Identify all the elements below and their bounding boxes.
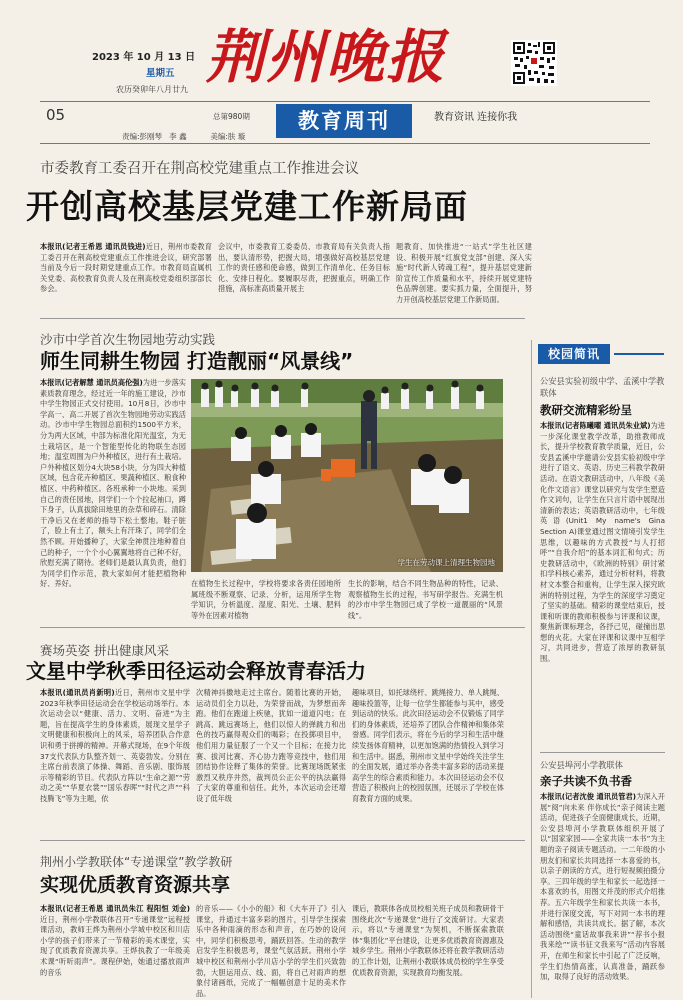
newspaper-logo: 荆州晚报 [206, 23, 447, 91]
article4-kicker: 荆州小学教联体“专递课堂”教学教研 [40, 855, 233, 869]
sidebar-item2-body [540, 792, 665, 998]
sidebar-item2-kicker: 公安县埠河小学教联体 [540, 760, 623, 770]
article1-col1 [40, 242, 212, 308]
article2-lead: 本报讯(记者解慧 通讯员高伦强) [40, 378, 143, 387]
article4-body1: 近日，荆州小学教联体召开“专递课堂”远程授课活动，教师王烨为荆州小学城中校区和川店小学的孩子们带来了一节精彩的美术课堂，实现了优质教育资源共享。王烨执教了一年级美术课“听听雨声”。课程伊始，她通过播放雨声的音乐 [40, 914, 190, 977]
sidebar-item2-text: 为深入开展“阅”向未来 伴你成长”亲子阅读主题活动，促进孩子全面健康成长，近期，公安县埠河小学教联体组织开展了以“国家家园——全家共读一本书”为主题的亲子阅读专题活动。一二年级的小朋友们和家长共同选择一本喜爱的书，以亲子朗读的方式，进行短视频拍摄分享。三四年级的学生和家长一起选择一本喜欢的书，用图文并茂的形式介绍推荐。五六年级学生和家长共读一本书，并进行深度交流，写下对同一本书的理解和感悟，共读共成长。据了解，本次活动围绕“童话故事我来讲”“荐书小报我来绘”“读书征文我来写”活动内容展开，在师生和家长中引起了广泛反响，学生们热情高涨，认真准备，踊跃参加，取得了良好的活动效果。 [540, 792, 665, 982]
sidebar-title: 校园简讯 [538, 344, 610, 364]
sidebar-item1-body [540, 421, 665, 744]
editor-credits: 责编:彭刚琴 李 鑫 美编:肤 璇 [122, 132, 246, 141]
sidebar-item1-headline: 教研交流精彩纷呈 [540, 403, 632, 417]
article1-col2: 会议中，市委教育工委委员、市教育局有关负责人指出，要认清形势，把握大局，增强做好高校基层党建工作的责任感和使命感，做到工作清单化、任务目标化、安排日程化。要履职尽责，把握重点，明确工作措施，高标准高质量开展主 [218, 242, 390, 294]
issue-number: 总第980期 [213, 112, 250, 121]
article3-body1: 近日，荆州市文星中学2023年秋季田径运动会在学校运动场举行。本次运动会以“健康、活力、文明、奋进”为主题，旨在提高学生的身体素质，展现文星学子文明健康和积极向上的风采，培养团队合作意识和勇于拼搏的精神。开幕式现场，在9个年级37支代表队方队整齐划一、英姿勃发。分别在主席台前表演了体操、舞蹈、音乐剧、服饰展示等精彩的节目。代表队方阵以“生命之源”“劳动之美”“华夏衣裳”“国乐春晖”“时代之声”“科技腾飞”等为主题，依 [40, 688, 190, 803]
article4-lead: 本报讯(记者王希恩 通讯员朱江 程阳恒 刘金) [40, 904, 190, 913]
article3-col1 [40, 688, 190, 826]
masthead-lunar: 农历癸卯年八月廿九 [116, 85, 188, 94]
article3-lead: 本报讯(通讯员肖新明) [40, 688, 115, 697]
article1-kicker: 市委教育工委召开在荆高校党建重点工作推进会议 [40, 161, 359, 177]
sidebar-item1-text: 为进一步深化课堂教学改革，助推教师成长，提升学校教育教学质量，近日，公安县孟溪中学邀请公安县实验初级中学进行了语文、英语、历史三科教学教研活动。在语文教研活动中，八年级《美化作文语言》课堂以研究与发学生塑造作文词句，让学生在只言片语中展现出清新的表达；英语教研活动中，七年级英语(Unit1 My name's Gina Section A)课堂通过图文情境引发学生思维，以趣味的方式教授“与人打招呼”“自我介绍”的基本词汇和句式；历史教研活动中，《欧洲的特别》研讨紧扣学科核心素养，通过分析材料，将教材文本整合和重构，让学生深入探究欧洲的特别过程，为学生的深度学习奠定了坚实的基础。精彩的课堂结束后，授课和听课的教师积极参与评课和议课，聚焦新课标理念，各抒己见，碰撞出思想的火花。大家在评课和议课中互相学习，共同进步，营造了浓厚的教研氛围。 [540, 421, 665, 664]
article4-headline: 实现优质教育资源共享 [40, 874, 231, 896]
article3-headline: 文星中学秋季田径运动会释放青春活力 [26, 659, 366, 683]
article2-kicker: 沙市中学首次生物园地劳动实践 [40, 332, 216, 347]
masthead-weekday: 星期五 [146, 68, 175, 79]
article2-col2: 在植物生长过程中，学校将要求各责任园地所属班级不断观察、记录、分析，运用所学生物学知识，分析温度、湿度、阳光、土壤、肥料等外在因素对植物 [191, 579, 341, 620]
article3-col2: 次精神抖擞地走过主席台。随着比赛的开始，运动员们全力以赴，为荣誉而战，为梦想而奔跑。他们在跑道上疾驰，犹如一道道闪电；在跳高、跳远赛场上，他们以惊人的弹跳力和出色的技巧赢得观众们的喝彩；在投掷项目中，他们用力量征服了一个又一个目标；在接力比赛、拔河比赛、齐心协力跑等竞技中，他们用团结协作诠释了集体的荣誉。比赛现场既紧张激烈又秩序井然，裁判员公正公平的执法赢得了大家的尊重和信任。此外，本次运动会还增设了低年级 [196, 688, 346, 803]
article4-col2: 的音乐——《小小的船》和《大车开了》引入课堂，并通过丰富多彩的图片，引导学生探索乐中各种雨滴的形态和声音，在巧妙的设问中，同学们积极思考，踊跃回答。生动的教学启发学生积极思考，课堂气氛活跃。荆州小学城中校区和荆州小学川店小学的学生们兴致勃勃，大胆运用点、线、面，将自己对雨声的想象付诸画纸，完成了一幅幅创意十足的美术作品。 [196, 904, 346, 998]
masthead-date: 2023 年 10 月 13 日 [92, 52, 196, 63]
sidebar-divider [531, 340, 532, 998]
photo-caption: 学生在劳动课上清理生物园地 [397, 558, 495, 567]
article1-headline: 开创高校基层党建工作新局面 [26, 187, 468, 226]
article2-body1: 为进一步落实素质教育理念，经过近一年的施工建设，沙市中学生物园正式交付使用。10月8日，沙市中学高一、高二开展了首次生物园地劳动实践活动。沙市中学生物园总面积约1500平方米，分为两大区域，中部为标准化阳光温室，为无土栽培区，是一个智能型传化的物联生态园地；温室周围为户外种植区，进行有土栽培。户外种植区划分4大块58小块，分为四大种植区域，包含花卉种植区、果蔬种植区、粮食种植区、中药种植区。各班承种一小块地。采到自己的责任园地，同学们一个个拉起袖口，蹲下身子，认真拔除田地里的杂草和碎石。清除干净后又在老师的指导下松土整地。鞋子脏了，脸上有土了，额头上有汗珠了，同学们全然不顾。开始播种了，大家全神贯注地种着自己的种子，一个个小心翼翼地将自己种不好，欣慰充满了期待。老师们是最认真负责，他们为同学们作示范，教大家如何才能把植物种好、养好。 [40, 378, 186, 589]
sidebar-item2-lead: 本报讯(记者沈俊 通讯员管君) [540, 792, 637, 801]
sidebar-title-rule [614, 353, 664, 355]
qr-code-icon [511, 40, 557, 86]
page-number: 05 [46, 106, 66, 124]
section-title-badge: 教育周刊 [276, 104, 412, 138]
article2-col1 [40, 378, 186, 620]
sidebar-item1-kicker: 公安县实验初级中学、孟溪中学教联体 [540, 376, 665, 398]
article1-body1: 近日，荆州市委教育工委召开在荆高校党建重点工作推进会议，研究部署当前及今后一段时期党建重点工作。市教育局直属机关党委、高校教育负责人及在荆高校党委组织部部长参会。 [40, 242, 212, 294]
article4-col1 [40, 904, 190, 998]
article3-col3: 趣味项目，如托球绕杆、跳绳接力、单人跳绳、趣味投篮等，让每一位学生都能参与其中，感受到运动的快乐。此次田径运动会不仅锻炼了同学们的身体素质，还培养了团队合作精神和集体荣誉感。同学们表示，将在今后的学习和生活中继续发扬体育精神，以更加饱满的热情投入到学习和生活中。据悉，荆州市文星中学始终关注学生的全面发展，通过举办各类丰富多彩的活动来提高学生的综合素质和能力。本次田径运动会不仅营造了积极向上的校园氛围，还展示了学校在体育教育方面的成果。 [352, 688, 504, 803]
article1-col3: 题教育、加快推进“一站式”学生社区建设、积极开展“红旗党支部”创建、深入实施“时代新人铸魂工程”，提升基层党建新阶宣传工作质量和水平，持续开展党建特色品牌创建。要实抓力量，全面提升，努力开创高校基层党建工作新局面。 [396, 242, 532, 304]
article3-kicker: 赛场英姿 拼出健康风采 [40, 643, 169, 658]
article2-headline: 师生同耕生物园 打造靓丽“风景线” [40, 349, 354, 373]
sidebar-item2-headline: 亲子共读不负书香 [540, 774, 632, 788]
article1-lead: 本报讯(记者王希恩 通讯员钱进) [40, 242, 146, 251]
article4-col3: 课后，教联体各成员校相关班子成员和教研骨干围绕此次“专递课堂”进行了交流研讨。大家表示，将以“专递课堂”为契机，不断探索教联体“集团化”平台建设，让更多优质教育资源惠及城乡学生。荆州小学教联体还将在教学教研活动的工作计划，让荆州小教联体成员校的学生享受优质教育资源，实现教育均衡发展。 [352, 904, 504, 977]
article2-col3: 生长的影响，结合不同生物品种的特性，记录、观察植物生长的过程，书写研学报告。充满生机的沙市中学生物园已成了学校一道靓丽的“风景线”。 [348, 579, 503, 620]
sidebar-item1-lead: 本报讯(记者陈曦曜 通讯员朱业斌) [540, 421, 651, 430]
section-slogan: 教育资讯 连接你我 [434, 112, 518, 123]
students-gardening-photo [191, 379, 503, 572]
